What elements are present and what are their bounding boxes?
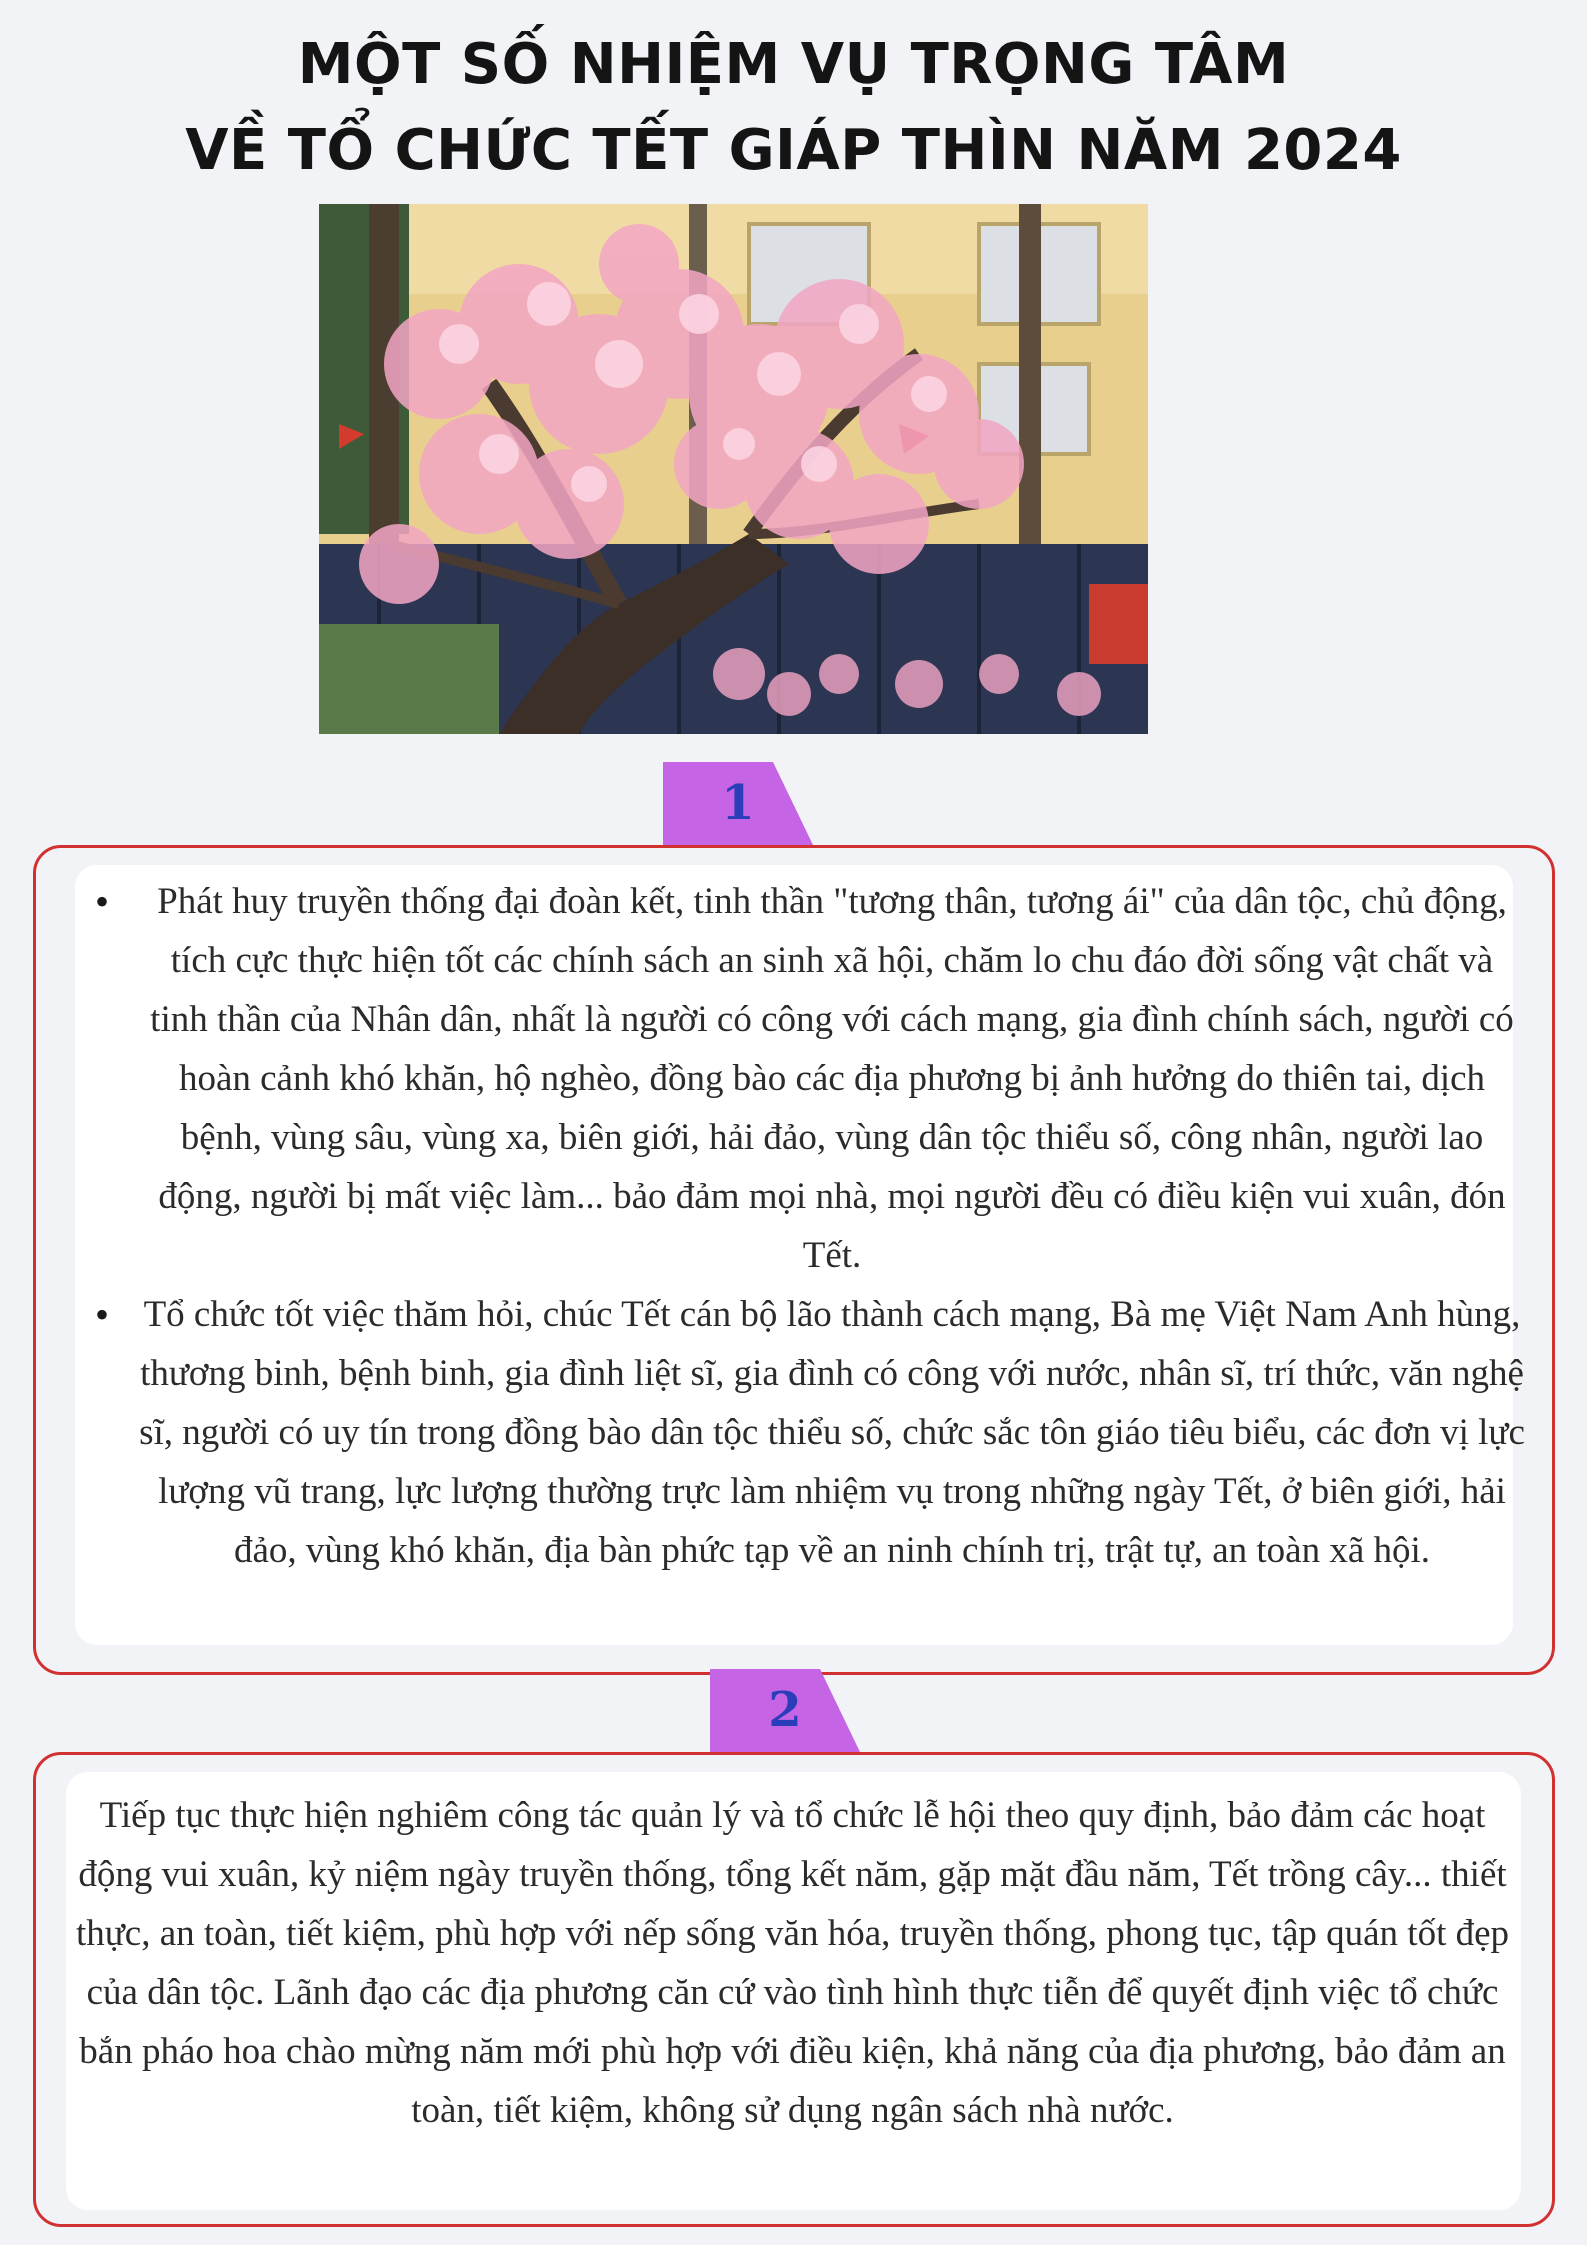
list-item	[95, 1285, 1525, 1580]
page-title	[0, 22, 1587, 194]
bullet-icon: •	[95, 879, 110, 924]
peach-blossom-illustration	[319, 204, 1148, 734]
section-1-tab	[663, 762, 813, 845]
bullet-text-2: Tổ chức tốt việc thăm hỏi, chúc Tết cán bộ lão thành cách mạng, Bà mẹ Việt Nam Anh hùng, thương binh, bệnh binh, gia đình liệt sĩ, gia đình có công với nước, nhân sĩ, trí thức, văn nghệ sĩ, người có uy tín trong đồng bào dân tộc thiểu số, chức sắc tôn giáo tiêu biểu, các đơn vị lực lượng vũ trang, lực lượng thường trực làm nhiệm vụ trong những ngày Tết, ở biên giới, hải đảo, vùng khó khăn, địa bàn phức tạp về an ninh chính trị, trật tự, an toàn xã hội.	[139, 1294, 1525, 1571]
section-2-tab	[710, 1669, 860, 1752]
peach-blossom-photo	[319, 204, 1148, 734]
section-1-content	[95, 872, 1525, 1580]
section-1-number: 1	[721, 775, 755, 831]
section-2-number: 2	[768, 1682, 802, 1738]
section-2-content: Tiếp tục thực hiện nghiêm công tác quản lý và tổ chức lễ hội theo quy định, bảo đảm các hoạt động vui xuân, kỷ niệm ngày truyền thống, tổng kết năm, gặp mặt đầu năm, Tết trồng cây... thiết thực, an toàn, tiết kiệm, phù hợp với nếp sống văn hóa, truyền thống, phong tục, tập quán tốt đẹp của dân tộc. Lãnh đạo các địa phương căn cứ vào tình hình thực tiễn để quyết định việc tổ chức bắn pháo hoa chào mừng năm mới phù hợp với điều kiện, khả năng của địa phương, bảo đảm an toàn, tiết kiệm, không sử dụng ngân sách nhà nước.	[75, 1795, 1510, 2131]
title-line-2: VỀ TỔ CHỨC TẾT GIÁP THÌN NĂM 2024	[185, 118, 1402, 183]
bullet-icon: •	[95, 1292, 110, 1337]
list-item	[95, 872, 1525, 1285]
bullet-text-1: Phát huy truyền thống đại đoàn kết, tinh thần "tương thân, tương ái" của dân tộc, chủ động, tích cực thực hiện tốt các chính sách an sinh xã hội, chăm lo chu đáo đời sống vật chất và tinh thần của Nhân dân, nhất là người có công với cách mạng, gia đình chính sách, người có hoàn cảnh khó khăn, hộ nghèo, đồng bào các địa phương bị ảnh hưởng do thiên tai, dịch bệnh, vùng sâu, vùng xa, biên giới, hải đảo, vùng dân tộc thiểu số, công nhân, người lao động, người bị mất việc làm... bảo đảm mọi nhà, mọi người đều có điều kiện vui xuân, đón Tết.	[150, 881, 1514, 1276]
title-line-1: MỘT SỐ NHIỆM VỤ TRỌNG TÂM	[297, 32, 1290, 97]
